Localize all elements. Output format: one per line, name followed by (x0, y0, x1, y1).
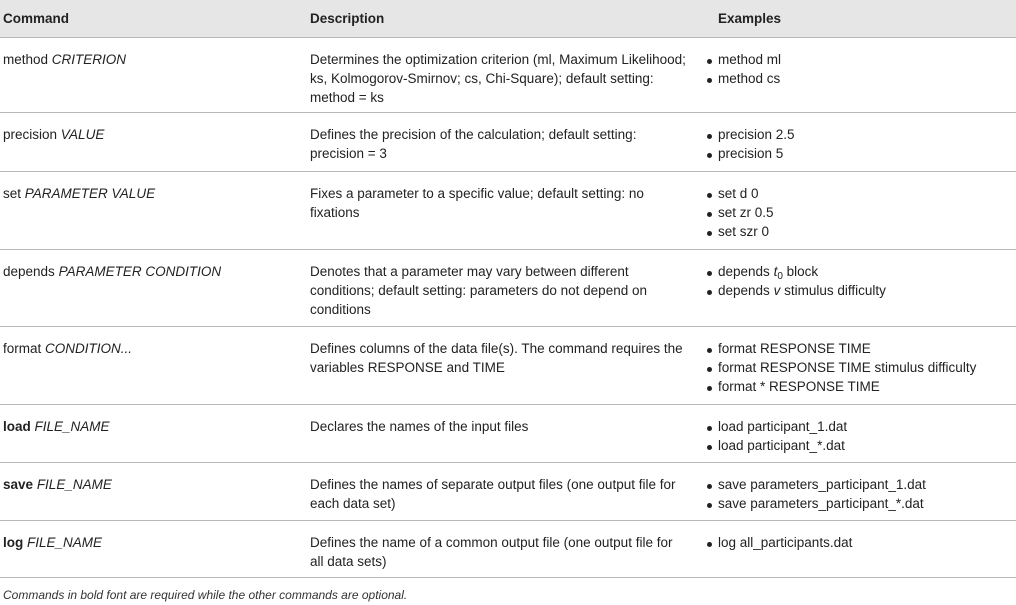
example-item: precision 2.5 (706, 125, 1016, 144)
examples-list (706, 533, 1016, 552)
command-param: CRITERION (51, 52, 127, 67)
example-item: save parameters_participant_*.dat (706, 494, 1016, 513)
header-row (0, 0, 1016, 38)
description-cell (306, 113, 706, 172)
examples-cell (706, 250, 1016, 327)
example-item: load participant_*.dat (706, 436, 1016, 455)
description-cell (306, 521, 706, 578)
examples-list (706, 339, 1016, 396)
examples-list (706, 184, 1016, 241)
example-item: save parameters_participant_1.dat (706, 475, 1016, 494)
header-command: Command (0, 0, 306, 38)
command-name: method (3, 52, 49, 67)
example-item: log all_participants.dat (706, 533, 1016, 552)
table-header (0, 0, 1016, 38)
example-suffix: stimulus difficulty (784, 283, 886, 298)
command-param: PARAMETER VALUE (24, 186, 156, 201)
example-subscript: 0 (777, 271, 783, 282)
description-cell (306, 250, 706, 327)
examples-list (706, 262, 1016, 300)
description-text: Fixes a parameter to a specific value; default setting: no fixations (310, 186, 644, 220)
command-name: set (3, 186, 22, 201)
examples-list (706, 475, 1016, 513)
example-item (706, 281, 1016, 300)
description-cell (306, 405, 706, 463)
example-prefix: depends (718, 283, 770, 298)
command-name: format (3, 341, 42, 356)
example-suffix: block (786, 264, 819, 279)
example-prefix: depends (718, 264, 770, 279)
description-text: Defines the precision of the calculation; default setting: precision = 3 (310, 127, 637, 161)
example-variable: v (773, 283, 781, 298)
command-cell (0, 250, 306, 327)
command-param: VALUE (60, 127, 105, 142)
description-text: Defines the name of a common output file (one output file for all data sets) (310, 535, 673, 569)
table-body (0, 38, 1016, 578)
example-item: format RESPONSE TIME (706, 339, 1016, 358)
table-row-format (0, 327, 1016, 405)
description-text: Defines columns of the data file(s). The command requires the variables RESPONSE and TIME (310, 341, 683, 375)
header-examples: Examples (706, 0, 1016, 38)
example-item: format * RESPONSE TIME (706, 377, 1016, 396)
description-text: Denotes that a parameter may vary between different conditions; default setting: parameters do not depend on conditions (310, 264, 647, 317)
examples-cell (706, 172, 1016, 250)
command-cell (0, 405, 306, 463)
description-cell (306, 327, 706, 405)
command-cell (0, 38, 306, 113)
table-row-precision (0, 113, 1016, 172)
description-text: Determines the optimization criterion (ml, Maximum Likelihood; ks, Kolmogorov-Smirnov; cs, Chi-Square); default setting: method = ks (310, 52, 686, 105)
description-cell (306, 38, 706, 113)
example-item: set zr 0.5 (706, 203, 1016, 222)
examples-cell (706, 521, 1016, 578)
example-item: set szr 0 (706, 222, 1016, 241)
command-param: FILE_NAME (27, 535, 103, 550)
command-param: CONDITION... (45, 341, 133, 356)
table-row-set (0, 172, 1016, 250)
command-param: FILE_NAME (34, 419, 110, 434)
example-item: method cs (706, 69, 1016, 88)
example-item: load participant_1.dat (706, 417, 1016, 436)
table-row-log (0, 521, 1016, 578)
command-name: depends (3, 264, 55, 279)
command-name: log (3, 535, 24, 550)
examples-cell (706, 38, 1016, 113)
command-cell (0, 113, 306, 172)
example-item: precision 5 (706, 144, 1016, 163)
command-name: save (3, 477, 34, 492)
example-item: method ml (706, 50, 1016, 69)
examples-cell (706, 327, 1016, 405)
command-param: FILE_NAME (36, 477, 112, 492)
command-cell (0, 327, 306, 405)
examples-list (706, 417, 1016, 455)
command-cell (0, 172, 306, 250)
header-description: Description (306, 0, 706, 38)
table-footnote: Commands in bold font are required while the other commands are optional. (3, 588, 408, 602)
examples-list (706, 125, 1016, 163)
command-cell (0, 463, 306, 521)
examples-cell (706, 405, 1016, 463)
table-row-save (0, 463, 1016, 521)
description-cell (306, 463, 706, 521)
example-variable: t (773, 264, 778, 279)
command-name: precision (3, 127, 58, 142)
command-cell (0, 521, 306, 578)
command-param: PARAMETER CONDITION (58, 264, 222, 279)
table-row-depends (0, 250, 1016, 327)
table-row-load (0, 405, 1016, 463)
examples-cell (706, 463, 1016, 521)
description-cell (306, 172, 706, 250)
examples-cell (706, 113, 1016, 172)
example-item: format RESPONSE TIME stimulus difficulty (706, 358, 1016, 377)
example-item: set d 0 (706, 184, 1016, 203)
description-text: Defines the names of separate output files (one output file for each data set) (310, 477, 676, 511)
description-text: Declares the names of the input files (310, 419, 529, 434)
table-row-method (0, 38, 1016, 113)
examples-list (706, 50, 1016, 88)
command-name: load (3, 419, 31, 434)
example-item (706, 262, 1016, 281)
